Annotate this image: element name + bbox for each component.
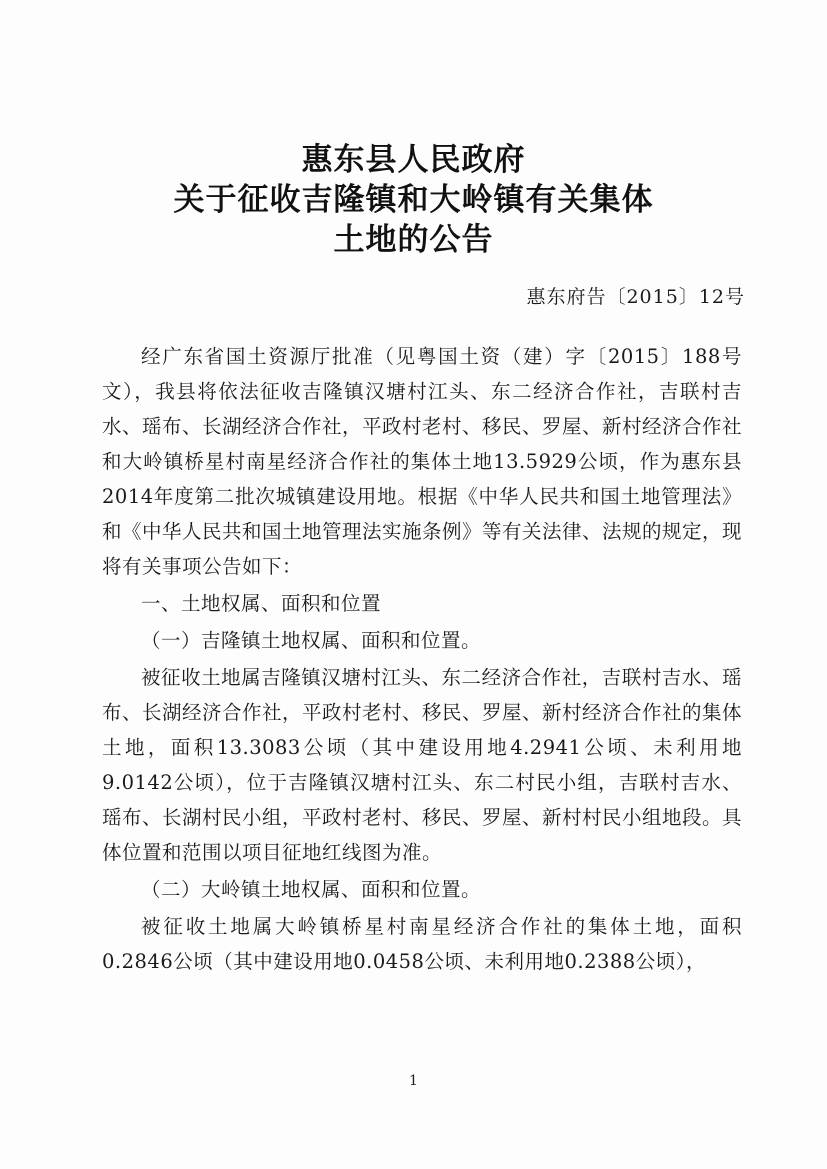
subsection-heading-1: （一）吉隆镇土地权属、面积和位置。: [141, 629, 482, 652]
document-body: [102, 339, 742, 979]
title-line-1: 惠东县人民政府: [301, 142, 526, 178]
page-number: 1: [409, 1073, 418, 1089]
paragraph-intro: 经广东省国土资源厅批准（见粤国土资（建）字〔2015〕188号文），我县将依法征收吉隆镇汉塘村江头、东二经济合作社，吉联村吉水、瑶布、长湖经济合作社，平政村老村、移民、罗屋、新村经济合作社和大岭镇桥星村南星经济合作社的集体土地13.5929公顷，作为惠东县2014年度第二批次城镇建设用地。根据《中华人民共和国土地管理法》和《中华人民共和国土地管理法实施条例》等有关法律、法规的规定，现将有关事项公告如下：: [102, 345, 743, 578]
paragraph-daling: 被征收土地属大岭镇桥星村南星经济合作社的集体土地，面积0.2846公顷（其中建设用地0.0458公顷、未利用地0.2388公顷），: [102, 915, 742, 973]
section-heading-1: 一、土地权属、面积和位置: [141, 592, 382, 615]
title-line-3: 土地的公告: [333, 222, 494, 258]
document-title: [0, 140, 827, 260]
title-line-2: 关于征收吉隆镇和大岭镇有关集体: [173, 182, 654, 218]
document-number: 惠东府告〔2015〕12号: [526, 286, 745, 308]
subsection-heading-2: （二）大岭镇土地权属、面积和位置。: [141, 878, 482, 901]
paragraph-jilong: 被征收土地属吉隆镇汉塘村江头、东二经济合作社，吉联村吉水、瑶布、长湖经济合作社，平政村老村、移民、罗屋、新村经济合作社的集体土地，面积13.3083公顷（其中建设用地4.2941公顷、未利用地9.0142公顷），位于吉隆镇汉塘村江头、东二村民小组，吉联村吉水、瑶布、长湖村民小组，平政村老村、移民、罗屋、新村村民小组地段。具体位置和范围以项目征地红线图为准。: [102, 666, 743, 864]
